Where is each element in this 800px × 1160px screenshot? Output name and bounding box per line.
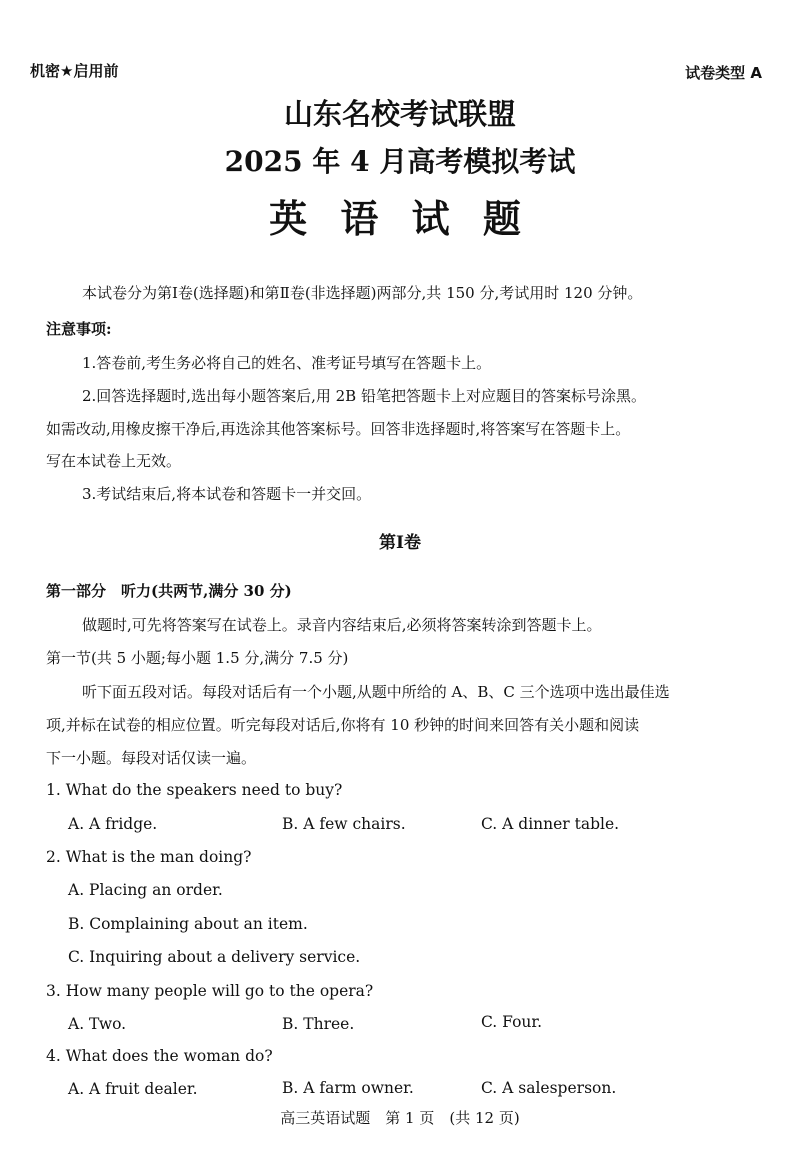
- note-item-3: 3.考试结束后,将本试卷和答题卡一并交回。: [82, 485, 372, 503]
- question-2-option-b: B. Complaining about an item.: [68, 915, 308, 933]
- question-3-option-b: B. Three.: [282, 1015, 355, 1033]
- question-1-option-c: C. A dinner table.: [481, 815, 620, 833]
- question-4-option-c: C. A salesperson.: [481, 1079, 617, 1097]
- question-1-option-b: B. A few chairs.: [282, 815, 406, 833]
- part1-heading: 第一部分 听力(共两节,满分 30 分): [46, 582, 292, 600]
- intro-text: 本试卷分为第Ⅰ卷(选择题)和第Ⅱ卷(非选择题)两部分,共 150 分,考试用时 120 分钟。: [82, 284, 643, 302]
- note-item-2-line-1: 2.回答选择题时,选出每小题答案后,用 2B 铅笔把答题卡上对应题目的答案标号涂黑。: [82, 387, 646, 405]
- section1-heading: 第一节(共 5 小题;每小题 1.5 分,满分 7.5 分): [46, 649, 349, 667]
- question-4-option-b: B. A farm owner.: [282, 1079, 414, 1097]
- exam-name-title: 2025 年 4 月高考模拟考试: [224, 145, 576, 178]
- volume-title: 第Ⅰ卷: [379, 533, 421, 553]
- part1-instruction: 做题时,可先将答案写在试卷上。录音内容结束后,必须将答案转涂到答题卡上。: [82, 616, 602, 634]
- section1-directions-line-1: 听下面五段对话。每段对话后有一个小题,从题中所给的 A、B、C 三个选项中选出最佳选: [82, 683, 670, 701]
- note-item-1: 1.答卷前,考生务必将自己的姓名、准考证号填写在答题卡上。: [82, 354, 492, 372]
- notes-heading: 注意事项:: [46, 320, 112, 338]
- exam-organizer-title: 山东名校考试联盟: [283, 97, 516, 131]
- page-footer: 高三英语试题 第 1 页 (共 12 页): [280, 1109, 520, 1127]
- question-2-stem: 2. What is the man doing?: [46, 848, 252, 866]
- question-4-stem: 4. What does the woman do?: [46, 1047, 273, 1065]
- section1-directions-line-3: 下一小题。每段对话仅读一遍。: [46, 749, 257, 767]
- paper-type-label: 试卷类型 A: [685, 64, 762, 82]
- question-3-stem: 3. How many people will go to the opera?: [46, 982, 374, 1000]
- question-2-option-c: C. Inquiring about a delivery service.: [68, 948, 361, 966]
- question-4-option-a: A. A fruit dealer.: [68, 1080, 198, 1098]
- note-item-2-line-3: 写在本试卷上无效。: [46, 452, 182, 470]
- question-3-option-a: A. Two.: [68, 1015, 127, 1033]
- subject-title: 英 语 试 题: [269, 196, 531, 241]
- note-item-2-line-2: 如需改动,用橡皮擦干净后,再选涂其他答案标号。回答非选择题时,将答案写在答题卡上。: [46, 420, 631, 438]
- section1-directions-line-2: 项,并标在试卷的相应位置。听完每段对话后,你将有 10 秒钟的时间来回答有关小题和阅读: [46, 716, 640, 734]
- question-3-option-c: C. Four.: [481, 1013, 543, 1031]
- question-1-option-a: A. A fridge.: [68, 815, 158, 833]
- confidential-label: 机密★启用前: [30, 62, 119, 80]
- question-2-option-a: A. Placing an order.: [68, 881, 223, 899]
- question-1-stem: 1. What do the speakers need to buy?: [46, 781, 343, 799]
